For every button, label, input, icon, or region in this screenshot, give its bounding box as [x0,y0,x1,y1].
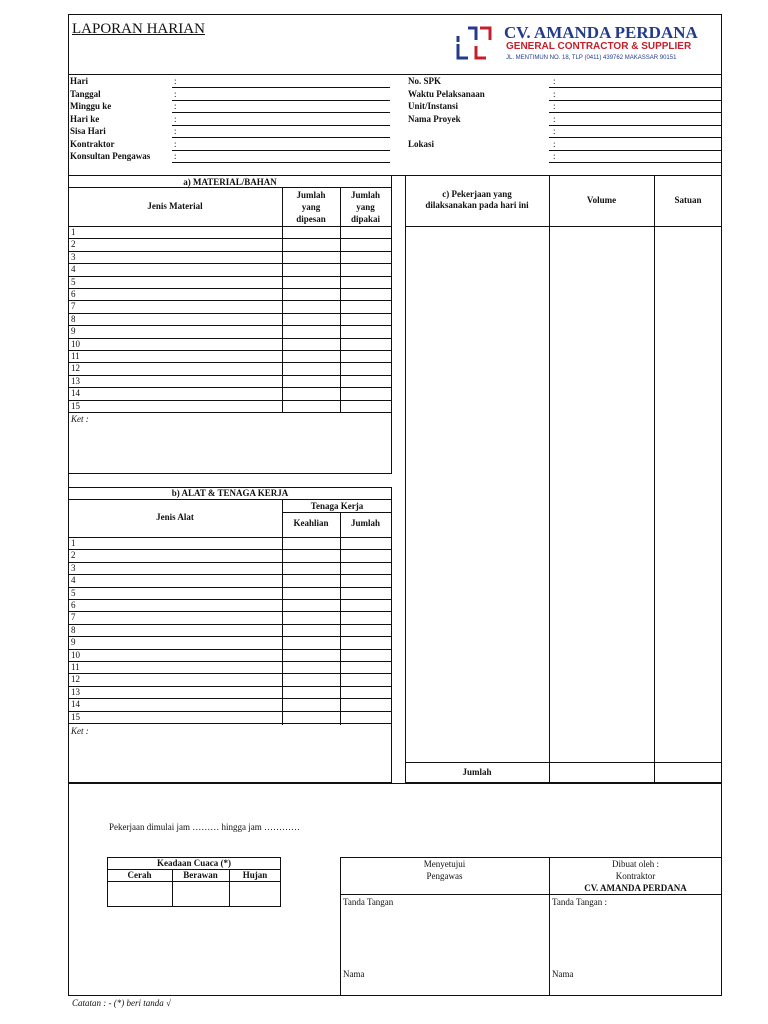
pekerjaan-col-satuan: Satuan [674,195,702,205]
alat-ket: Ket : [71,726,89,736]
alat-col-jumlah: Jumlah [350,518,380,528]
material-row-number: 2 [71,239,76,250]
material-row-number: 8 [71,313,76,324]
alat-row[interactable] [68,698,392,699]
alat-row-number: 4 [71,575,76,586]
material-row-number: 10 [71,338,80,349]
catatan: Catatan : - (*) beri tanda √ [72,998,171,1008]
info-right-colon: : [553,138,556,149]
info-right-field[interactable] [549,150,721,151]
material-row[interactable] [68,263,392,264]
cuaca-cerah[interactable]: Cerah [127,870,152,880]
info-left-field[interactable] [172,87,390,88]
alat-row-number: 8 [71,624,76,635]
info-left-colon: : [174,76,177,86]
material-row[interactable] [68,338,392,339]
material-row[interactable] [68,325,392,326]
info-left-label: Hari [70,76,88,86]
info-right-colon: : [553,88,556,99]
alat-col-jenis: Jenis Alat [156,512,194,522]
alat-row-number: 9 [71,637,76,648]
alat-row[interactable] [68,574,392,575]
material-row[interactable] [68,400,392,401]
company-name: CV. AMANDA PERDANA [504,23,698,42]
alat-row[interactable] [68,673,392,674]
alat-row-number: 3 [71,562,76,573]
alat-row-number: 12 [71,674,80,685]
material-row[interactable] [68,375,392,376]
alat-row-number: 11 [71,662,80,672]
info-right-field[interactable] [549,162,721,163]
info-left-label: Sisa Hari [70,126,106,136]
material-row[interactable] [68,238,392,239]
page-title: LAPORAN HARIAN [72,21,205,37]
sign-left-nama: Nama [343,969,365,979]
info-right-colon: : [553,151,556,161]
alat-row[interactable] [68,611,392,612]
material-col-jenis: Jenis Material [147,201,203,211]
material-section-title: a) MATERIAL/BAHAN [183,177,277,187]
alat-row-number: 1 [71,538,76,548]
info-left-field[interactable] [172,162,390,163]
info-right-field[interactable] [549,100,721,101]
material-col-dipesan: Jumlah yang dipesan [296,190,326,224]
alat-section-title: b) ALAT & TENAGA KERJA [171,488,289,498]
alat-row-number: 15 [71,711,80,722]
sign-right-ttd: Tanda Tangan : [552,897,608,907]
info-left-colon: : [174,88,177,99]
material-row-number: 3 [71,251,76,262]
alat-col-keahlian: Keahlian [293,518,329,528]
material-row[interactable] [68,288,392,289]
info-left-field[interactable] [172,100,390,101]
alat-row[interactable] [68,649,392,650]
info-right-colon: : [553,101,556,111]
material-ket: Ket : [71,414,89,424]
material-row[interactable] [68,251,392,252]
alat-row-number: 7 [71,612,76,623]
material-row-number: 5 [71,276,76,287]
alat-row[interactable] [68,624,392,625]
material-row[interactable] [68,300,392,301]
alat-row[interactable] [68,599,392,600]
material-row[interactable] [68,350,392,351]
sign-left-line2: Pengawas [426,871,463,881]
company-address: JL. MENTIMUN NO. 18, TLP (0411) 439762 MAKASSAR 90151 [506,55,677,61]
alat-row[interactable] [68,636,392,637]
pekerjaan-col-volume: Volume [586,195,617,205]
cuaca-hujan[interactable]: Hujan [242,870,268,880]
alat-row-number: 13 [71,686,80,697]
info-left-colon: : [174,113,177,124]
cuaca-berawan[interactable]: Berawan [183,870,218,880]
sign-right-line2: Kontraktor [615,871,656,881]
info-right-colon: : [553,113,556,124]
company-subtitle: GENERAL CONTRACTOR & SUPPLIER [506,41,692,52]
material-row-number: 4 [71,264,76,275]
alat-row-number: 6 [71,600,76,610]
info-right-label: Lokasi [408,138,435,149]
info-right-field[interactable] [549,87,721,88]
info-right-label: Nama Proyek [408,113,461,124]
info-right-label: No. SPK [408,76,442,86]
info-left-field[interactable] [172,112,390,113]
alat-table [68,487,392,783]
cuaca-title: Keadaan Cuaca (*) [157,858,231,868]
pekerjaan-col-title: c) Pekerjaan yang dilaksanakan pada hari ini [425,189,529,210]
material-row[interactable] [68,362,392,363]
pekerjaan-jumlah: Jumlah [462,767,492,777]
alat-row[interactable] [68,711,392,712]
alat-row[interactable] [68,686,392,687]
sign-right-nama: Nama [552,969,574,979]
info-left-label: Kontraktor [70,138,115,149]
company-logo-icon [454,24,494,62]
info-right-colon: : [553,76,556,86]
info-right-label: Unit/Instansi [408,101,459,111]
info-left-colon: : [174,101,177,111]
info-right-label: Waktu Pelaksanaan [408,88,485,99]
alat-row[interactable] [68,562,392,563]
sign-right-line1: Dibuat oleh : [612,859,659,869]
sign-left-line1: Menyetujui [423,859,466,869]
material-row[interactable] [68,276,392,277]
material-row-number: 7 [71,301,76,312]
material-row[interactable] [68,387,392,388]
material-row[interactable] [68,313,392,314]
info-right-field[interactable] [549,125,721,126]
info-left-label: Konsultan Pengawas [70,151,151,161]
info-left-colon: : [174,126,177,136]
info-left-field[interactable] [172,150,390,151]
header-divider [68,74,722,75]
material-row-number: 11 [71,351,80,361]
jam-kerja: Pekerjaan dimulai jam ……… hingga jam ………… [109,822,300,832]
info-left-label: Tanggal [70,88,101,99]
info-right-colon: : [553,126,556,136]
info-right-field[interactable] [549,137,721,138]
alat-col-tenaga: Tenaga Kerja [310,501,364,511]
material-col-dipakai: Jumlah yang dipakai [350,190,381,224]
alat-row-number: 14 [71,699,80,710]
material-row-number: 9 [71,326,76,337]
material-row-number: 14 [71,388,80,399]
info-left-label: Hari ke [70,113,100,124]
alat-row[interactable] [68,587,392,588]
material-row-number: 13 [71,375,80,386]
material-row[interactable] [68,412,392,413]
alat-row[interactable] [68,723,392,724]
sign-right-company: CV. AMANDA PERDANA [584,883,687,893]
sign-left-ttd: Tanda Tangan [343,897,394,907]
alat-row-number: 10 [71,649,80,660]
info-left-colon: : [174,138,177,149]
info-left-label: Minggu ke [70,101,112,111]
info-left-field[interactable] [172,125,390,126]
alat-row[interactable] [68,549,392,550]
info-right-field[interactable] [549,112,721,113]
material-row-number: 12 [71,363,80,374]
alat-row-number: 2 [71,550,76,561]
material-row-number: 1 [71,227,76,237]
material-row-number: 6 [71,289,76,299]
info-left-colon: : [174,151,177,161]
pekerjaan-table [405,175,722,783]
material-row-number: 15 [71,400,80,411]
alat-row-number: 5 [71,587,76,598]
alat-row[interactable] [68,661,392,662]
info-left-field[interactable] [172,137,390,138]
